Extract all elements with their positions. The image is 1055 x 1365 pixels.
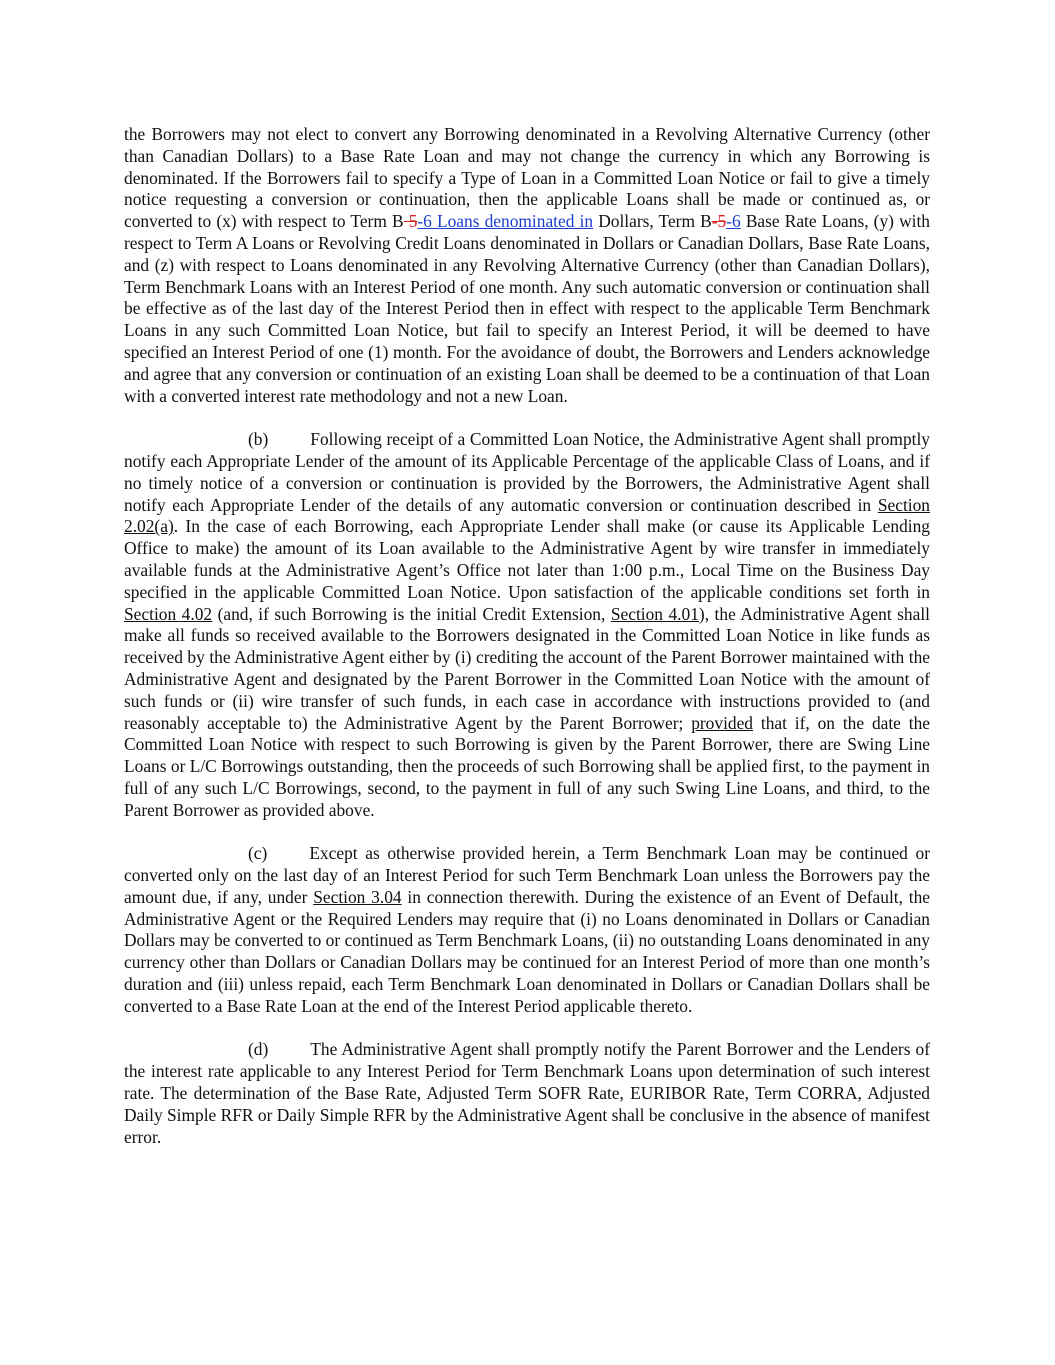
provided-term: provided — [691, 712, 754, 733]
paragraph-a-text-2: Dollars, Term B — [593, 211, 712, 232]
document-page — [124, 124, 930, 1170]
inserted-text-2: -6 — [726, 211, 741, 232]
paragraph-b-label: (b) — [248, 429, 269, 450]
paragraph-b-text-4: ), the Administrative Agent shall make all funds so received available to the Borrowers designated in the Committed Loan Notice in like funds as received by the Administrative Agent either by (i) crediting the account of the Parent Borrower maintained with the Administrative Agent and designated by the Parent Borrower in the Committed Loan Notice with the amount of such funds or (ii) wire transfer of such funds, in each case in accordance with instructions provided to (and reasonably acceptable to) the Administrative Agent by the Parent Borrower; — [124, 603, 930, 733]
section-ref-4-02[interactable]: Section 4.02 — [124, 603, 213, 624]
paragraph-b — [124, 429, 930, 821]
paragraph-b-text-3: (and, if such Borrowing is the initial Credit Extension, — [212, 603, 611, 624]
section-ref-4-01[interactable]: Section 4.01 — [610, 603, 699, 624]
inserted-text-1: -6 Loans denominated in — [417, 211, 594, 232]
section-ref-3-04[interactable]: Section 3.04 — [313, 886, 402, 907]
paragraph-b-text-5: that if, on the date the Committed Loan Notice with respect to such Borrowing is given by the Parent Borrower, there are Swing Line Loans or L/C Borrowings outstanding, then the proceeds of such Borrowing shall be applied first, to the payment in full of any such L/C Borrowings, second, to the payment in full of any such Swing Line Loans, and third, to the Parent Borrower as provided above. — [124, 712, 930, 820]
paragraph-a-text-3: Base Rate Loans, (y) with respect to Term A Loans or Revolving Credit Loans denominated in Dollars or Canadian Dollars, Base Rate Loans, and (z) with respect to Loans denominated in any Revolving Alternative Currency (other than Canadian Dollars), Term Benchmark Loans with an Interest Period of one month. Any such automatic conversion or continuation shall be effective as of the last day of the Interest Period then in effect with respect to the applicable Term Benchmark Loans in any such Committed Loan Notice, but fail to specify an Interest Period, it will be deemed to have specified an Interest Period of one (1) month. For the avoidance of doubt, the Borrowers and Lenders acknowledge and agree that any conversion or continuation of an existing Loan shall be deemed to be a continuation of that Loan with a converted interest rate methodology and not a new Loan. — [124, 211, 930, 406]
paragraph-a-continuation — [124, 124, 930, 407]
paragraph-c-text-1: Except as otherwise provided herein, a Term Benchmark Loan may be continued or converted only on the last day of an Interest Period for such Term Benchmark Loan unless the Borrowers pay the amount due, if any, under — [124, 843, 930, 907]
paragraph-c-text-2: in connection therewith. During the existence of an Event of Default, the Administrative Agent or the Required Lenders may require that (i) no Loans denominated in Dollars or Canadian Dollars may be converted to or continued as Term Benchmark Loans, (ii) no outstanding Loans denominated in any currency other than Dollars or Canadian Dollars may be continued for an Interest Period of more than one month’s duration and (iii) unless repaid, each Term Benchmark Loan denominated in Dollars or Canadian Dollars shall be converted to a Base Rate Loan at the end of the Interest Period applicable thereto. — [124, 886, 931, 1016]
paragraph-d — [124, 1039, 930, 1148]
deleted-text-2: -5 — [711, 211, 727, 232]
paragraph-c-label: (c) — [248, 843, 268, 864]
deleted-text-1: 5 — [403, 211, 418, 232]
paragraph-b-text-2: . In the case of each Borrowing, each Appropriate Lender shall make (or cause its Applicable Lending Office to make) the amount of its Loan available to the Administrative Agent by wire transfer in immediately available funds at the Administrative Agent’s Office not later than 1:00 p.m., Local Time on the Business Day specified in the applicable Committed Loan Notice. Upon satisfaction of the applicable conditions set forth in — [124, 516, 930, 602]
paragraph-d-label: (d) — [248, 1039, 269, 1060]
paragraph-b-text-1: Following receipt of a Committed Loan Notice, the Administrative Agent shall promptly notify each Appropriate Lender of the amount of its Applicable Percentage of the applicable Class of Loans, and if no timely notice of a conversion or continuation is provided by the Borrowers, the Administrative Agent shall notify each Appropriate Lender of the details of any automatic conversion or continuation described in — [124, 429, 930, 515]
section-ref-2-02a[interactable]: Section 2.02(a) — [124, 494, 930, 537]
paragraph-a-text-1: the Borrowers may not elect to convert any Borrowing denominated in a Revolving Alternative Currency (other than Canadian Dollars) to a Base Rate Loan and may not change the currency in which any Borrowing is denominated. If the Borrowers fail to specify a Type of Loan in a Committed Loan Notice or fail to give a timely notice requesting a conversion or continuation, then the applicable Loans shall be made or continued as, or converted to (x) with respect to Term B — [124, 124, 930, 232]
paragraph-c — [124, 843, 930, 1017]
paragraph-d-text-1: The Administrative Agent shall promptly notify the Parent Borrower and the Lenders of the interest rate applicable to any Interest Period for Term Benchmark Loans upon determination of such interest rate. The determination of the Base Rate, Adjusted Term SOFR Rate, EURIBOR Rate, Term CORRA, Adjusted Daily Simple RFR or Daily Simple RFR by the Administrative Agent shall be conclusive in the absence of manifest error. — [124, 1039, 930, 1147]
